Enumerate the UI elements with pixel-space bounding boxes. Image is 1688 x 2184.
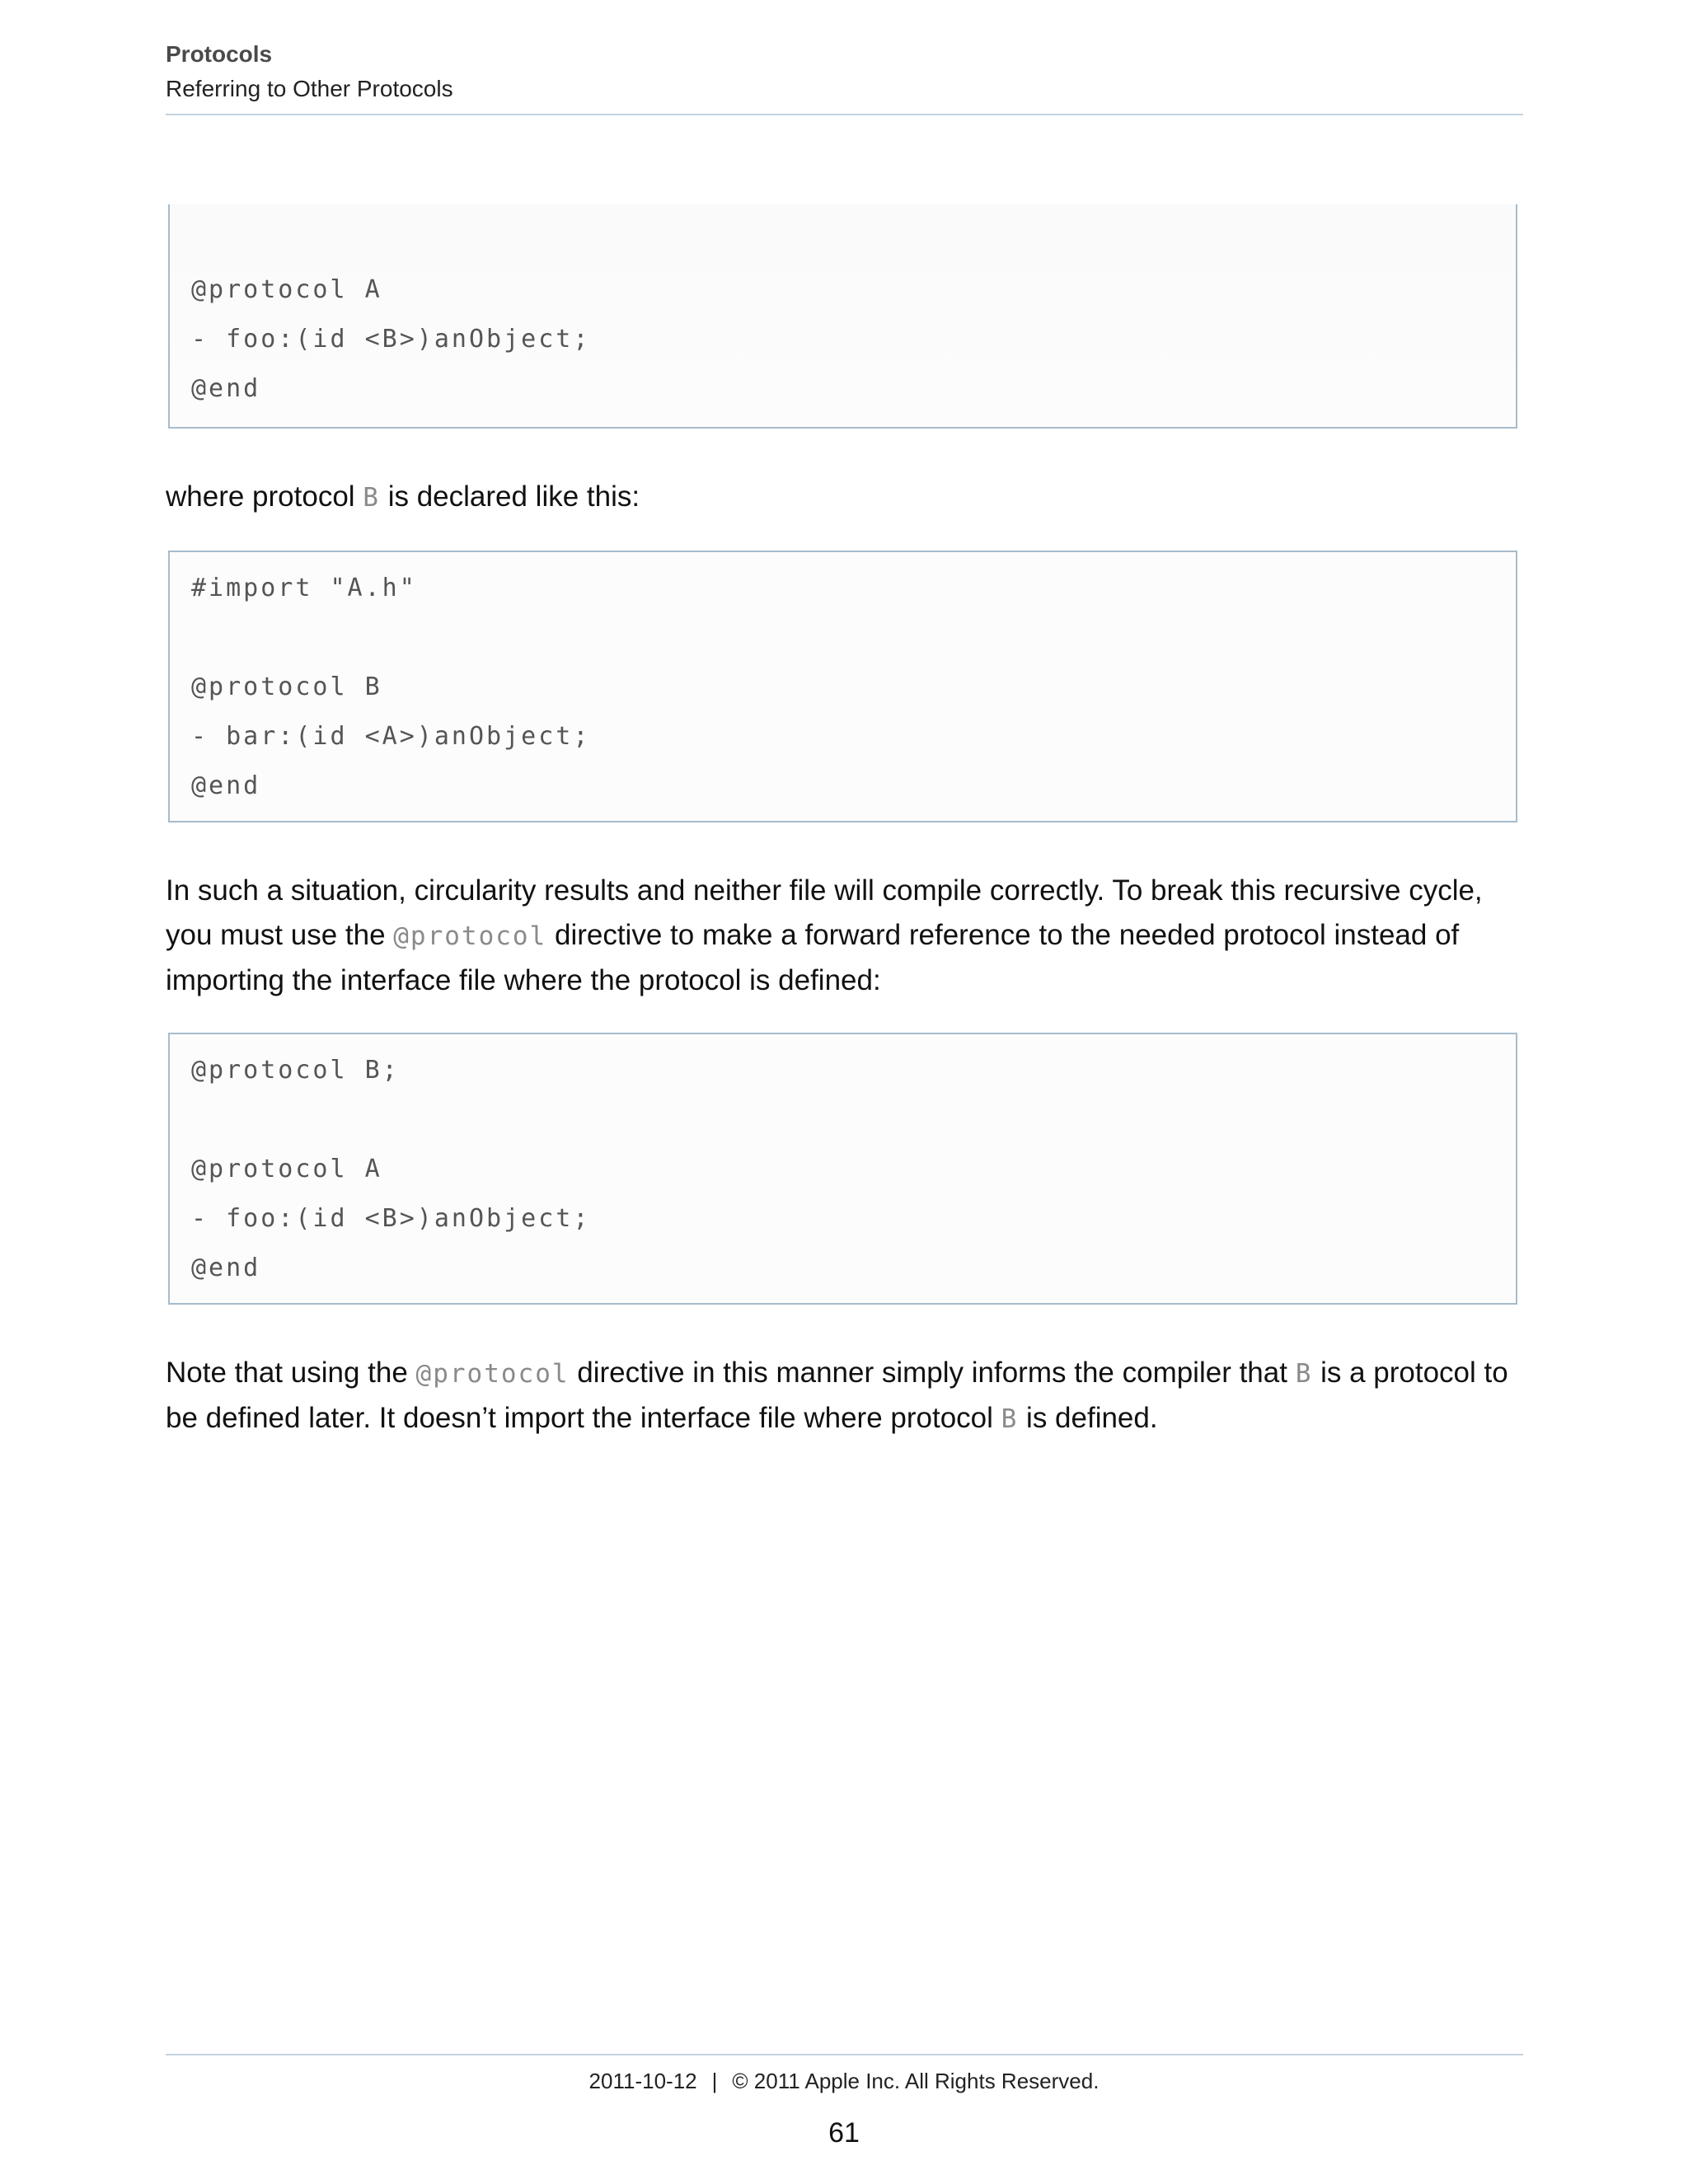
- page-number: 61: [828, 2117, 860, 2149]
- code-block-forward-reference: [168, 1033, 1517, 1305]
- section-title: Referring to Other Protocols: [166, 76, 453, 101]
- code-line: @end: [191, 771, 261, 800]
- paragraph-text: is a protocol to be defined later. It doesn’t import the interface file where protocol: [166, 1357, 1508, 1434]
- footer-date: 2011-10-12: [588, 2069, 697, 2093]
- code-line: - foo:(id <B>)anObject;: [191, 1204, 591, 1233]
- paragraph-note: [166, 1351, 1534, 1441]
- code-line: #import "A.h": [191, 574, 417, 602]
- footer-divider: [166, 2054, 1523, 2055]
- code-line: @end: [191, 374, 261, 403]
- code-line: @protocol A: [191, 1155, 382, 1183]
- paragraph-text: is declared like this:: [379, 480, 640, 513]
- inline-code: B: [1001, 1404, 1019, 1434]
- inline-code: @protocol: [393, 921, 547, 951]
- code-line: @protocol B: [191, 673, 382, 701]
- paragraph-circularity: [166, 869, 1534, 1003]
- page-footer: [0, 2067, 1688, 2095]
- page-header: [166, 36, 1523, 115]
- code-line: - bar:(id <A>)anObject;: [191, 722, 591, 751]
- code-line: @protocol A: [191, 275, 382, 304]
- code-block-protocol-a: [168, 204, 1517, 429]
- paragraph-text: directive to make a forward reference to the needed protocol instead of importing the interface file where the protocol is defined:: [166, 919, 1460, 996]
- code-line: @protocol B;: [191, 1056, 400, 1085]
- footer-separator: |: [711, 2069, 718, 2093]
- paragraph-text: is defined.: [1018, 1402, 1158, 1434]
- code-line: @end: [191, 1254, 261, 1282]
- chapter-title: Protocols: [166, 41, 273, 67]
- inline-code: @protocol: [415, 1359, 570, 1389]
- inline-code: B: [1295, 1359, 1313, 1389]
- inline-code: B: [363, 483, 380, 513]
- code-block-protocol-b: [168, 551, 1517, 823]
- paragraph-text: Note that using the: [166, 1357, 416, 1389]
- paragraph-text: directive in this manner simply informs the compiler that: [569, 1357, 1296, 1389]
- footer-copyright: © 2011 Apple Inc. All Rights Reserved.: [732, 2069, 1100, 2093]
- paragraph-text: In such a situation, circularity results and neither file will compile correctly. To break this recursive cycle, you must use the: [166, 874, 1483, 951]
- paragraph-protocol-b-declared: [166, 475, 1534, 520]
- code-line: - foo:(id <B>)anObject;: [191, 325, 591, 354]
- paragraph-text: where protocol: [166, 480, 363, 513]
